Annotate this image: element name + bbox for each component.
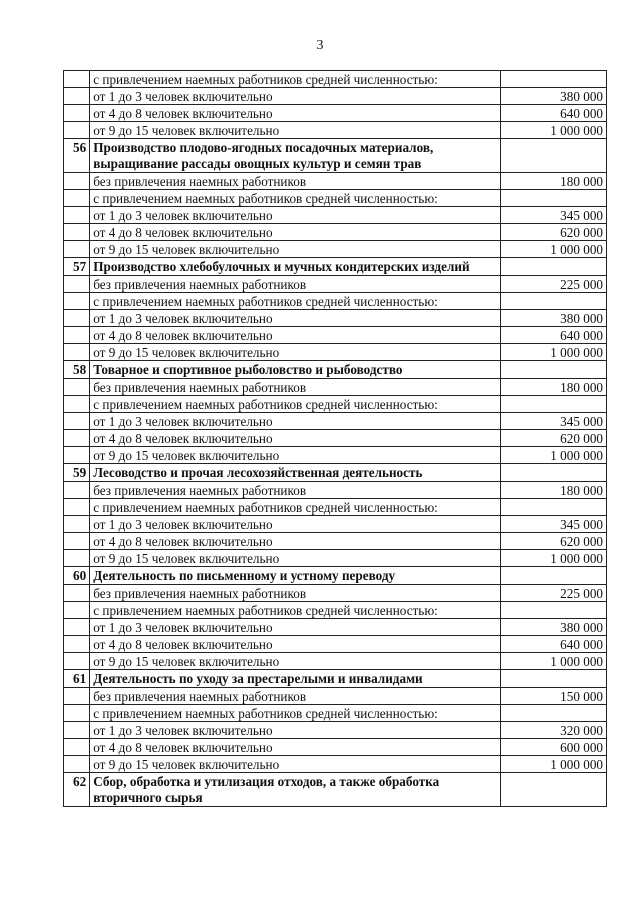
row-number-cell: 62 [64, 773, 90, 807]
rate-row [64, 71, 607, 88]
row-number-cell [64, 739, 90, 756]
row-number-cell [64, 293, 90, 310]
rate-row [64, 430, 607, 447]
description-cell: от 1 до 3 человек включительно [90, 413, 501, 430]
row-number-cell [64, 71, 90, 88]
income-value-cell: 1 000 000 [501, 756, 607, 773]
rate-row [64, 396, 607, 413]
row-number-cell [64, 88, 90, 105]
income-value-cell: 620 000 [501, 430, 607, 447]
rate-row [64, 122, 607, 139]
description-cell: без привлечения наемных работников [90, 173, 501, 190]
rate-row [64, 310, 607, 327]
rate-row [64, 105, 607, 122]
row-number-cell [64, 413, 90, 430]
activity-heading-row [64, 670, 607, 688]
rate-row [64, 550, 607, 567]
rate-row [64, 722, 607, 739]
rate-row [64, 327, 607, 344]
row-number-cell [64, 327, 90, 344]
row-number-cell [64, 122, 90, 139]
income-value-cell [501, 464, 607, 482]
description-cell: без привлечения наемных работников [90, 276, 501, 293]
description-cell: от 9 до 15 человек включительно [90, 241, 501, 258]
description-cell: от 1 до 3 человек включительно [90, 516, 501, 533]
row-number-cell [64, 105, 90, 122]
row-number-cell [64, 190, 90, 207]
rate-row [64, 688, 607, 705]
income-value-cell: 640 000 [501, 105, 607, 122]
description-cell: с привлечением наемных работников средней численностью: [90, 396, 501, 413]
activity-heading-row [64, 361, 607, 379]
row-number-cell [64, 207, 90, 224]
rate-row [64, 756, 607, 773]
description-cell: от 9 до 15 человек включительно [90, 756, 501, 773]
row-number-cell: 59 [64, 464, 90, 482]
row-number-cell [64, 550, 90, 567]
income-value-cell: 620 000 [501, 533, 607, 550]
rate-row [64, 88, 607, 105]
income-value-cell: 345 000 [501, 516, 607, 533]
row-number-cell [64, 344, 90, 361]
row-number-cell [64, 276, 90, 293]
activity-title-cell: Производство плодово-ягодных посадочных материалов, выращивание рассады овощных культур и семян трав [90, 139, 501, 173]
income-value-cell [501, 773, 607, 807]
description-cell: с привлечением наемных работников средней численностью: [90, 499, 501, 516]
row-number-cell: 58 [64, 361, 90, 379]
description-cell: от 9 до 15 человек включительно [90, 653, 501, 670]
rate-row [64, 413, 607, 430]
description-cell: без привлечения наемных работников [90, 482, 501, 499]
income-value-cell [501, 705, 607, 722]
rate-row [64, 241, 607, 258]
description-cell: от 4 до 8 человек включительно [90, 105, 501, 122]
income-value-cell: 345 000 [501, 207, 607, 224]
row-number-cell [64, 482, 90, 499]
rate-row [64, 533, 607, 550]
row-number-cell [64, 310, 90, 327]
description-cell: без привлечения наемных работников [90, 688, 501, 705]
income-value-cell: 1 000 000 [501, 241, 607, 258]
row-number-cell: 56 [64, 139, 90, 173]
row-number-cell [64, 585, 90, 602]
row-number-cell [64, 516, 90, 533]
income-value-cell [501, 567, 607, 585]
description-cell: с привлечением наемных работников средней численностью: [90, 293, 501, 310]
row-number-cell [64, 396, 90, 413]
description-cell: от 9 до 15 человек включительно [90, 550, 501, 567]
row-number-cell [64, 379, 90, 396]
income-value-cell [501, 71, 607, 88]
rate-row [64, 173, 607, 190]
row-number-cell: 57 [64, 258, 90, 276]
income-value-cell [501, 396, 607, 413]
description-cell: с привлечением наемных работников средней численностью: [90, 190, 501, 207]
rate-row [64, 619, 607, 636]
rate-row [64, 482, 607, 499]
activity-title-cell: Товарное и спортивное рыболовство и рыбоводство [90, 361, 501, 379]
activity-title-cell: Деятельность по письменному и устному переводу [90, 567, 501, 585]
activity-title-cell: Производство хлебобулочных и мучных кондитерских изделий [90, 258, 501, 276]
description-cell: от 4 до 8 человек включительно [90, 739, 501, 756]
income-value-cell: 150 000 [501, 688, 607, 705]
rates-table-body [64, 71, 607, 807]
income-value-cell: 1 000 000 [501, 447, 607, 464]
income-value-cell: 380 000 [501, 310, 607, 327]
description-cell: от 4 до 8 человек включительно [90, 636, 501, 653]
row-number-cell [64, 499, 90, 516]
rate-row [64, 276, 607, 293]
row-number-cell [64, 756, 90, 773]
description-cell: от 4 до 8 человек включительно [90, 533, 501, 550]
rate-row [64, 344, 607, 361]
activity-heading-row [64, 139, 607, 173]
income-value-cell: 620 000 [501, 224, 607, 241]
rate-row [64, 705, 607, 722]
rate-row [64, 293, 607, 310]
rate-row [64, 653, 607, 670]
rate-row [64, 190, 607, 207]
row-number-cell [64, 241, 90, 258]
page-number: 3 [316, 38, 324, 53]
income-value-cell: 640 000 [501, 636, 607, 653]
description-cell: от 1 до 3 человек включительно [90, 207, 501, 224]
row-number-cell [64, 447, 90, 464]
rate-row [64, 207, 607, 224]
description-cell: без привлечения наемных работников [90, 379, 501, 396]
income-value-cell: 180 000 [501, 379, 607, 396]
rates-table [63, 70, 607, 807]
income-value-cell: 320 000 [501, 722, 607, 739]
description-cell: с привлечением наемных работников средней численностью: [90, 602, 501, 619]
income-value-cell [501, 499, 607, 516]
description-cell: с привлечением наемных работников средней численностью: [90, 71, 501, 88]
description-cell: от 4 до 8 человек включительно [90, 224, 501, 241]
rate-row [64, 447, 607, 464]
income-value-cell: 380 000 [501, 88, 607, 105]
income-value-cell: 180 000 [501, 173, 607, 190]
activity-heading-row [64, 773, 607, 807]
activity-heading-row [64, 464, 607, 482]
row-number-cell [64, 653, 90, 670]
income-value-cell [501, 293, 607, 310]
income-value-cell [501, 361, 607, 379]
description-cell: от 9 до 15 человек включительно [90, 447, 501, 464]
income-value-cell: 180 000 [501, 482, 607, 499]
row-number-cell [64, 619, 90, 636]
income-value-cell: 225 000 [501, 585, 607, 602]
row-number-cell [64, 224, 90, 241]
income-value-cell: 1 000 000 [501, 550, 607, 567]
rate-row [64, 585, 607, 602]
income-value-cell [501, 258, 607, 276]
activity-title-cell: Деятельность по уходу за престарелыми и инвалидами [90, 670, 501, 688]
description-cell: от 1 до 3 человек включительно [90, 310, 501, 327]
rate-row [64, 224, 607, 241]
income-value-cell: 640 000 [501, 327, 607, 344]
description-cell: от 9 до 15 человек включительно [90, 344, 501, 361]
description-cell: без привлечения наемных работников [90, 585, 501, 602]
income-value-cell [501, 670, 607, 688]
row-number-cell [64, 602, 90, 619]
description-cell: от 9 до 15 человек включительно [90, 122, 501, 139]
rate-row [64, 499, 607, 516]
activity-title-cell: Сбор, обработка и утилизация отходов, а также обработка вторичного сырья [90, 773, 501, 807]
income-value-cell: 1 000 000 [501, 653, 607, 670]
description-cell: от 4 до 8 человек включительно [90, 327, 501, 344]
row-number-cell [64, 688, 90, 705]
row-number-cell [64, 533, 90, 550]
rate-row [64, 739, 607, 756]
income-value-cell: 1 000 000 [501, 122, 607, 139]
income-value-cell: 225 000 [501, 276, 607, 293]
description-cell: от 1 до 3 человек включительно [90, 619, 501, 636]
row-number-cell: 60 [64, 567, 90, 585]
description-cell: от 1 до 3 человек включительно [90, 88, 501, 105]
rate-row [64, 636, 607, 653]
income-value-cell: 345 000 [501, 413, 607, 430]
row-number-cell [64, 173, 90, 190]
income-value-cell: 1 000 000 [501, 344, 607, 361]
income-value-cell: 380 000 [501, 619, 607, 636]
rate-row [64, 516, 607, 533]
row-number-cell: 61 [64, 670, 90, 688]
row-number-cell [64, 430, 90, 447]
description-cell: от 4 до 8 человек включительно [90, 430, 501, 447]
income-value-cell: 600 000 [501, 739, 607, 756]
income-value-cell [501, 602, 607, 619]
row-number-cell [64, 636, 90, 653]
income-value-cell [501, 190, 607, 207]
activity-heading-row [64, 258, 607, 276]
description-cell: с привлечением наемных работников средней численностью: [90, 705, 501, 722]
rate-row [64, 379, 607, 396]
row-number-cell [64, 705, 90, 722]
row-number-cell [64, 722, 90, 739]
activity-heading-row [64, 567, 607, 585]
activity-title-cell: Лесоводство и прочая лесохозяйственная деятельность [90, 464, 501, 482]
rate-row [64, 602, 607, 619]
description-cell: от 1 до 3 человек включительно [90, 722, 501, 739]
income-value-cell [501, 139, 607, 173]
